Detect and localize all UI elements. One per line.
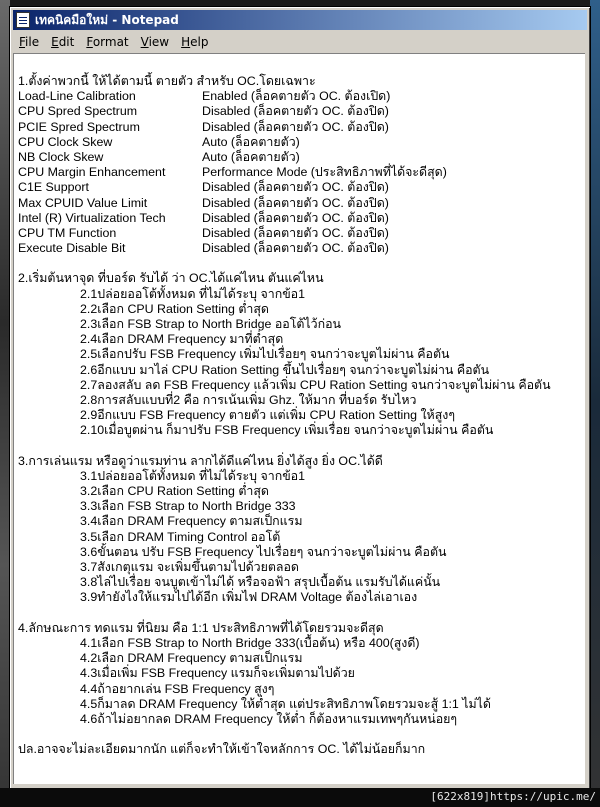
setting-value: Auto (ล็อคตายตัว)	[202, 149, 300, 164]
section-3-heading: 3.การเล่นแรม หรือดูว่าแรมท่าน ลากได้ดีแค่ไหน ยิ่งได้สูง ยิ่ง OC.ได้ดี	[18, 453, 383, 468]
notepad-icon[interactable]	[16, 12, 30, 28]
setting-value: Disabled (ล็อคตายตัว OC. ต้องปิด)	[202, 241, 389, 256]
blank-line	[18, 727, 578, 742]
list-item: 2.10เมื่อบูตผ่าน ก็มาปรับ FSB Frequency เพิ่มเรื่อย จนกว่าจะบูตไม่ผ่าน คือตัน	[80, 423, 494, 438]
list-item: 2.8การสลับแบบที่2 คือ การเน้นเพิ่ม Ghz. ให้มาก ที่บอร์ด รับไหว	[80, 392, 417, 407]
setting-value: Disabled (ล็อคตายตัว OC. ต้องปิด)	[202, 119, 389, 134]
list-item: 2.2เลือก CPU Ration Setting ต่ำสุด	[80, 301, 269, 316]
setting-row	[18, 180, 578, 195]
setting-value: Disabled (ล็อคตายตัว OC. ต้องปิด)	[202, 195, 389, 210]
list-item: 3.2เลือก CPU Ration Setting ต่ำสุด	[80, 484, 269, 499]
menu-format[interactable]: Format	[86, 35, 129, 49]
setting-value: Disabled (ล็อคตายตัว OC. ต้องปิด)	[202, 104, 389, 119]
setting-row	[18, 135, 578, 150]
setting-name: NB Clock Skew	[18, 149, 104, 164]
setting-row	[18, 196, 578, 211]
document-text	[18, 74, 578, 757]
section-1-heading: 1.ตั้งค่าพวกนี้ ให้ได้ตามนี้ ตายตัว สำหรับ OC.โดยเฉพาะ	[18, 74, 316, 88]
list-item: 2.1ปล่อยออโต้ทั้งหมด ที่ไม่ได้ระบุ จากข้อ1	[80, 286, 305, 301]
setting-row	[18, 241, 578, 256]
list-item: 2.4เลือก DRAM Frequency มาที่ต่ำสุด	[80, 332, 284, 347]
setting-name: CPU Spred Spectrum	[18, 104, 138, 119]
list-item: 4.1เลือก FSB Strap to North Bridge 333(เบื้อต้น) หรือ 400(สูงดี)	[80, 635, 420, 650]
menu-file[interactable]: File	[19, 35, 40, 49]
setting-name: Execute Disable Bit	[18, 241, 126, 256]
list-item: 2.3เลือก FSB Strap to North Bridge ออโต้ไว้ก่อน	[80, 317, 342, 331]
list-item: 4.6ถ้าไม่อยากลด DRAM Frequency ให้ต่ำ ก็ต้องหาแรมเทพๆกันหน่อยๆ	[80, 711, 458, 726]
setting-name: Max CPUID Value Limit	[18, 195, 148, 210]
setting-name: CPU Clock Skew	[18, 134, 113, 149]
footnote: ปล.อาจจะไม่ละเอียดมากนัก แต่ก็จะทำให้เข้าใจหลักการ OC. ได้ไม่น้อยก็มาก	[18, 742, 426, 757]
list-item: 3.9ทำยังไงให้แรมไปได้อีก เพิ่มไฟ DRAM Voltage ต้องไล่เอาเอง	[80, 590, 418, 605]
setting-row	[18, 89, 578, 104]
list-item: 2.9อีกแบบ FSB Frequency ตายตัว แต่เพิ่ม CPU Ration Setting ให้สูงๆ	[80, 408, 455, 423]
menu-bar	[13, 32, 587, 52]
menu-edit[interactable]: Edit	[51, 35, 75, 49]
desktop-background-right	[590, 0, 600, 807]
setting-value: Enabled (ล็อคตายตัว OC. ต้องเปิด)	[202, 89, 391, 104]
list-item: 2.7ลองสลับ ลด FSB Frequency แล้วเพิ่ม CPU Ration Setting จนกว่าจะบูตไม่ผ่าน คือตัน	[80, 377, 551, 392]
list-item: 3.4เลือก DRAM Frequency ตามสเป็กแรม	[80, 514, 303, 529]
menu-help[interactable]: Help	[181, 35, 209, 49]
list-item: 3.1ปล่อยออโต้ทั้งหมด ที่ไม่ได้ระบุ จากข้อ1	[80, 468, 305, 483]
list-item: 2.5เลือกปรับ FSB Frequency เพิ่มไปเรื่อยๆ จนกว่าจะบูตไม่ผ่าน คือตัน	[80, 347, 450, 362]
list-item: 3.6ขั้นตอน ปรับ FSB Frequency ไปเรื่อยๆ จนกว่าจะบูตไม่ผ่าน คือตัน	[80, 544, 447, 559]
setting-name: PCIE Spred Spectrum	[18, 119, 140, 134]
list-item: 3.7สังเกตุแรม จะเพิ่มขึ้นตามไปด้วยตลอด	[80, 560, 299, 574]
setting-row	[18, 120, 578, 135]
list-item: 4.5ก็มาลด DRAM Frequency ให้ต่ำสุด แต่ประสิทธิภาพโดยรวมจะสู้ 1:1 ไม่ได้	[80, 696, 491, 711]
window-title: เทคนิคมือใหม่ - Notepad	[35, 12, 179, 27]
menu-view[interactable]: View	[140, 35, 170, 49]
setting-name: Load-Line Calibration	[18, 89, 136, 104]
notepad-window	[9, 6, 591, 790]
setting-row	[18, 211, 578, 226]
list-item: 2.6อีกแบบ มาไล่ CPU Ration Setting ขึ้นไปเรื่อยๆ จนกว่าจะบูตไม่ผ่าน คือตัน	[80, 362, 490, 377]
list-item: 3.3เลือก FSB Strap to North Bridge 333	[80, 499, 296, 514]
setting-row	[18, 104, 578, 119]
setting-value: Performance Mode (ประสิทธิภาพที่ได้จะดีสุด)	[202, 165, 447, 180]
list-item: 4.2เลือก DRAM Frequency ตามสเป็กแรม	[80, 651, 303, 666]
watermark-text: [622x819]https://upic.me/	[430, 790, 596, 803]
setting-value: Auto (ล็อคตายตัว)	[202, 134, 300, 149]
setting-name: CPU Margin Enhancement	[18, 165, 166, 180]
section-4-heading: 4.ลักษณะการ ทดแรม ที่นิยม คือ 1:1 ประสิทธิภาพที่ได้โดยรวมจะดีสุด	[18, 620, 384, 635]
list-item: 4.4ถ้าอยากเล่น FSB Frequency สูงๆ	[80, 681, 275, 696]
setting-name: C1E Support	[18, 180, 89, 195]
setting-name: Intel (R) Virtualization Tech	[18, 210, 166, 225]
list-item: 3.8ไล่ไปเรื่อย จนบูตเข้าไม่ได้ หรือจอฟ้า สรุปเบื้อต้น แรมรับได้แค่นั้น	[80, 575, 441, 590]
text-editor-area[interactable]	[13, 53, 585, 784]
setting-row	[18, 226, 578, 241]
blank-line	[18, 606, 578, 621]
title-bar[interactable]	[13, 10, 587, 30]
setting-value: Disabled (ล็อคตายตัว OC. ต้องปิด)	[202, 210, 389, 225]
section-2-heading: 2.เริ่มต้นหาจุด ที่บอร์ด รับได้ ว่า OC.ได้แค่ไหน ตันแค่ไหน	[18, 271, 324, 286]
setting-value: Disabled (ล็อคตายตัว OC. ต้องปิด)	[202, 180, 389, 195]
blank-line	[18, 256, 578, 271]
list-item: 3.5เลือก DRAM Timing Control ออโต้	[80, 529, 281, 544]
setting-row	[18, 150, 578, 165]
setting-name: CPU TM Function	[18, 225, 117, 240]
list-item: 4.3เมื่อเพิ่ม FSB Frequency แรมก็จะเพิ่มตามไปด้วย	[80, 666, 355, 681]
setting-row	[18, 165, 578, 180]
setting-value: Disabled (ล็อคตายตัว OC. ต้องปิด)	[202, 225, 389, 240]
blank-line	[18, 439, 578, 454]
